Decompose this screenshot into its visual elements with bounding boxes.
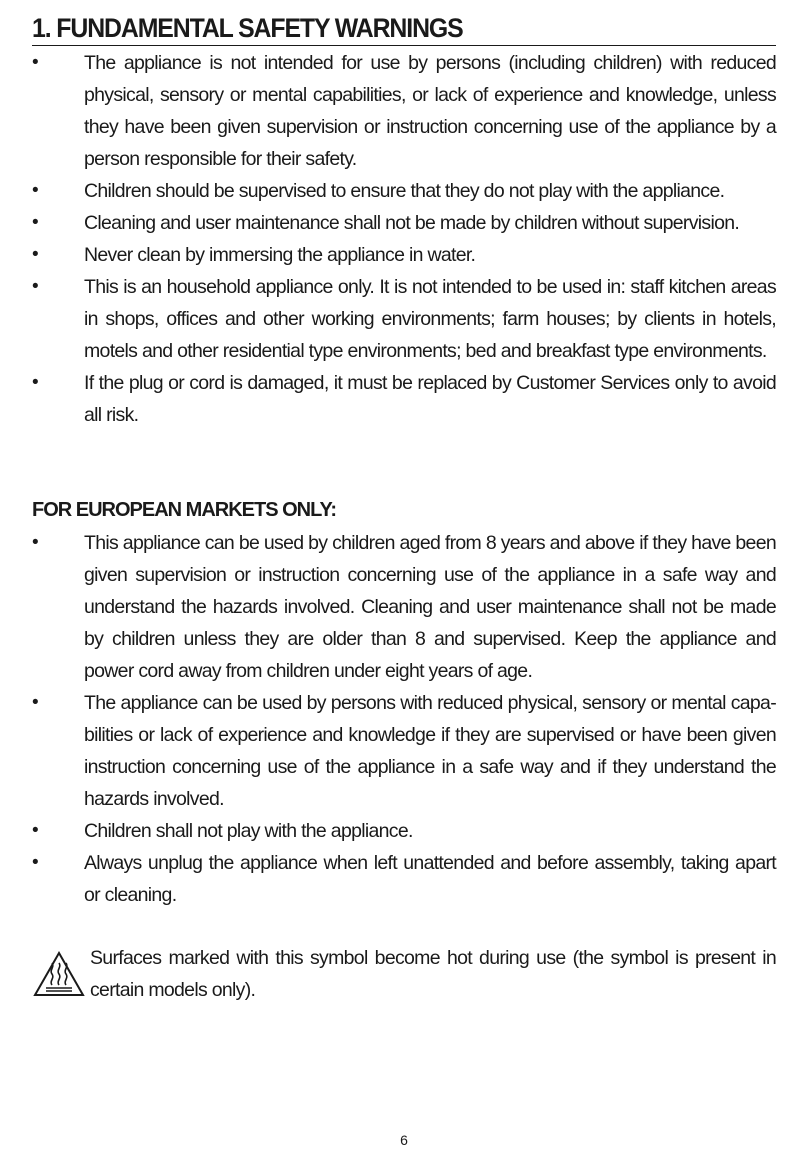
warning-text: Cleaning and user maintenance shall not be made by children without supervision. [84, 212, 740, 234]
warning-item [32, 527, 776, 687]
warning-item [32, 47, 776, 175]
warning-text: The appliance is not intended for use by persons (including children) with reduced physical, sensory or mental capabilities, or lack of experience and knowledge, unless they have been given supervision or instruction concerning use of the appliance by a person responsible for their safety. [84, 52, 776, 170]
european-warnings-list [32, 527, 776, 911]
bullet: • [32, 244, 38, 265]
general-warnings-list [32, 47, 776, 431]
bullet: • [32, 820, 38, 841]
bullet: • [32, 52, 38, 73]
bullet: • [32, 212, 38, 233]
warning-item [32, 271, 776, 367]
warning-text: The appliance can be used by persons with reduced physical, sensory or mental capa-bilities or lack of experience and knowledge if they are supervised or have been given instruction concerning use of the appliance in a safe way and if they understand the hazards involved. [84, 692, 776, 810]
warning-text: Never clean by immersing the appliance in water. [84, 244, 476, 266]
hot-surface-text: Surfaces marked with this symbol become hot during use (the symbol is present in certain models only). [90, 947, 776, 1001]
warning-text: If the plug or cord is damaged, it must be replaced by Customer Services only to avoid all risk. [84, 372, 776, 426]
warning-item [32, 175, 776, 207]
warning-text: This appliance can be used by children aged from 8 years and above if they have been given supervision or instruction concerning use of the appliance in a safe way and understand the hazards involved. Cleaning and user maintenance shall not be made by children unless they are older than 8 and supervised. Keep the appliance and power cord away from children under eight years of age. [84, 532, 776, 682]
bullet: • [32, 692, 38, 713]
bullet: • [32, 532, 38, 553]
warning-item [32, 207, 776, 239]
section-title: 1. FUNDAMENTAL SAFETY WARNINGS [32, 13, 463, 43]
bullet: • [32, 852, 38, 873]
title-divider [32, 45, 776, 46]
warning-item [32, 367, 776, 431]
warning-text: This is an household appliance only. It is not intended to be used in: staff kitchen areas in shops, offices and other working environments; farm houses; by clients in hotels, motels and other residential type environments; bed and breakfast type environments. [84, 276, 776, 362]
warning-text: Children should be supervised to ensure that they do not play with the appliance. [84, 180, 725, 202]
warning-item [32, 847, 776, 911]
warning-item [32, 815, 776, 847]
hot-surface-warning-icon [32, 950, 86, 998]
bullet: • [32, 372, 38, 393]
warning-item [32, 239, 776, 271]
bullet: • [32, 180, 38, 201]
page-number: 6 [400, 1132, 408, 1148]
hot-surface-note [32, 942, 776, 1006]
warning-text: Children shall not play with the appliance. [84, 820, 413, 842]
bullet: • [32, 276, 38, 297]
warning-text: Always unplug the appliance when left unattended and before assembly, taking apart or cleaning. [84, 852, 776, 906]
warning-item [32, 687, 776, 815]
european-markets-heading: FOR EUROPEAN MARKETS ONLY: [32, 499, 337, 521]
